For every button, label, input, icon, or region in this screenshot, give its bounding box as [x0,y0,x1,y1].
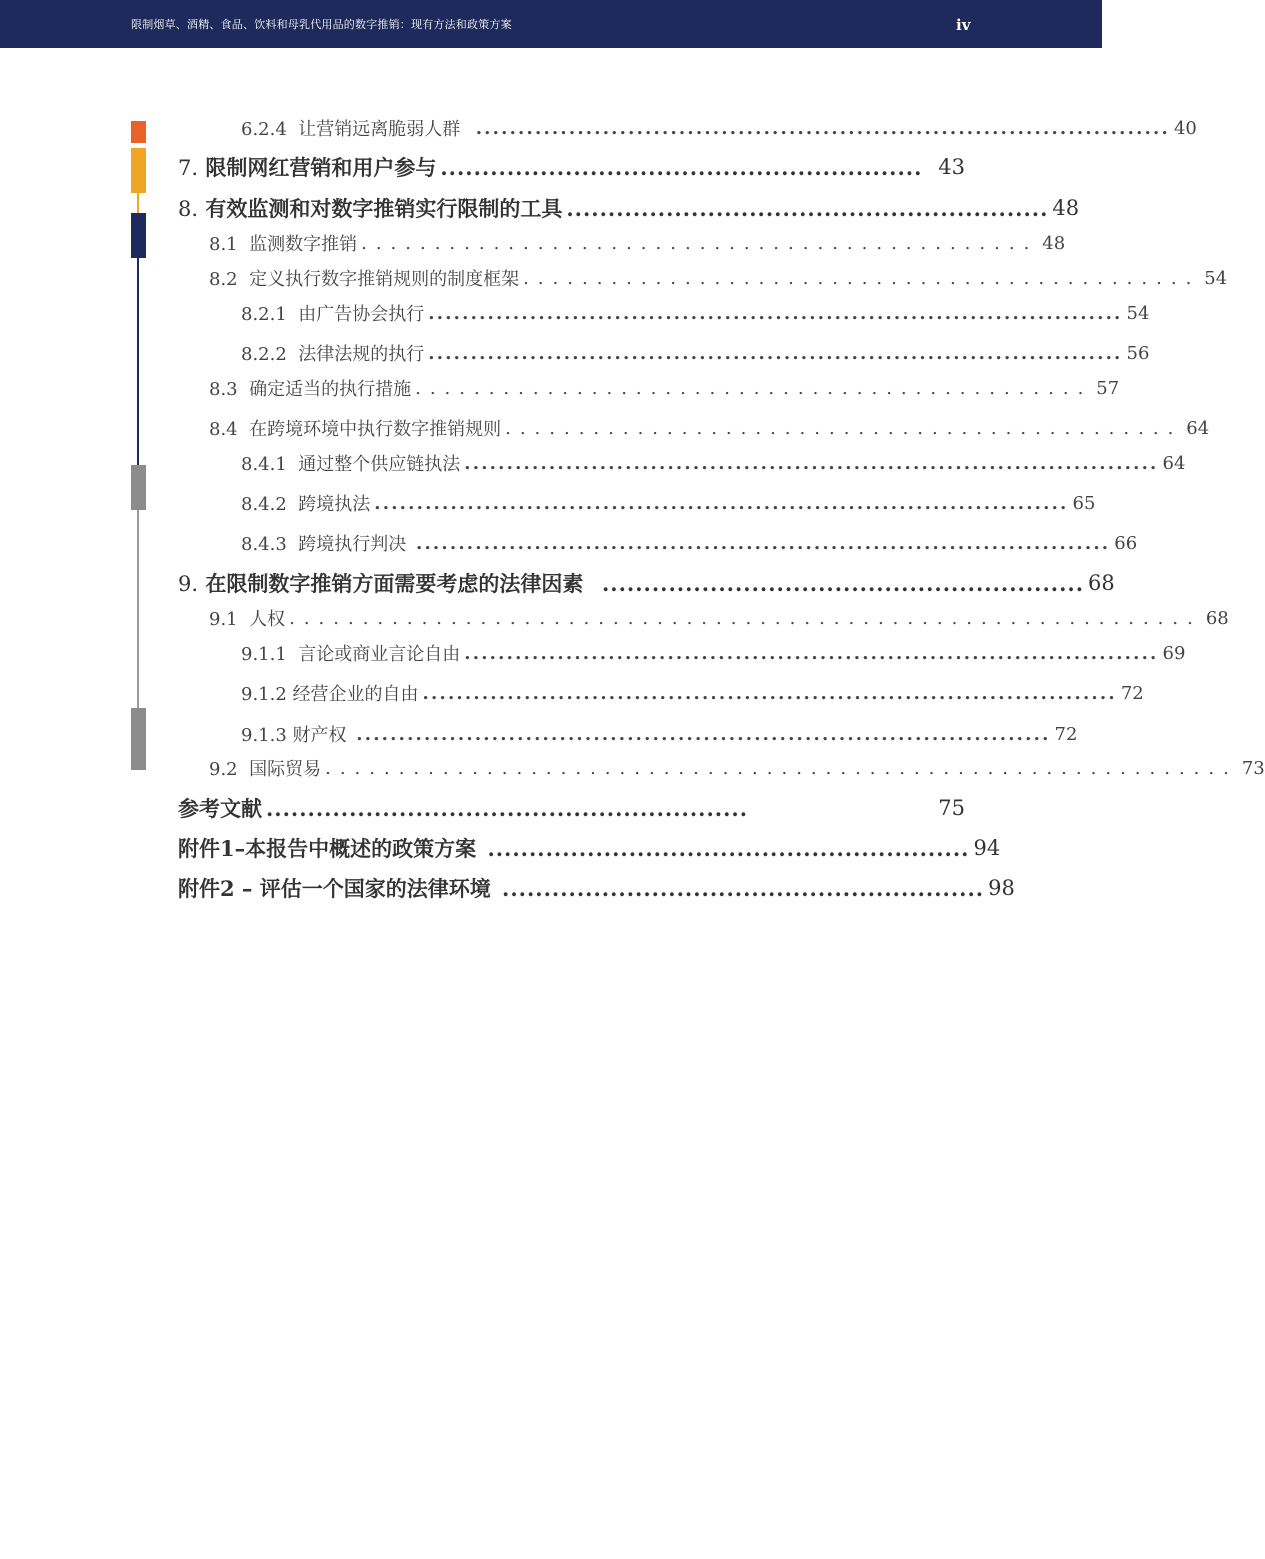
toc-page: 54 [1126,302,1150,324]
toc-page: 94 [973,836,1001,860]
toc-leader: .................................................................................. [475,117,1170,139]
toc-entry[interactable] [241,448,1186,478]
toc-leader: .................................................................................. [464,452,1159,474]
side-line-gray [137,510,139,708]
toc-number: 8.2.1 [241,304,287,325]
toc-title: 法律法规的执行 [298,344,425,365]
toc-entry[interactable] [241,338,1150,368]
side-bar-gray-1 [131,465,146,510]
toc-page: 40 [1173,117,1197,139]
toc-title: 在限制数字推销方面需要考虑的法律因素 [205,571,584,596]
toc-number: 8.1 [209,234,238,255]
toc-leader: .................................................................................. [356,723,1051,745]
toc-entry[interactable] [241,113,1197,143]
toc-title: 限制网红营销和用户参与 [205,155,437,180]
toc-leader: .............................................. [523,267,1201,289]
toc-number: 8.4.1 [241,454,287,475]
toc-page: 72 [1054,723,1078,745]
toc-entry[interactable] [178,193,1080,223]
toc-page: 68 [1205,607,1229,629]
toc-title: 定义执行数字推销规则的制度框架 [249,269,520,290]
toc-number: 9.1 [209,609,238,630]
toc-page: 48 [1042,232,1066,254]
toc-leader: .................................................................................. [416,532,1111,554]
toc-number: 9.1.3 [241,725,287,746]
toc-title: 言论或商业言论自由 [298,644,461,665]
toc-page: 75 [938,796,965,820]
toc-entry[interactable] [178,833,1001,863]
toc-entry[interactable] [241,488,1096,518]
toc-page: 98 [988,876,1015,900]
toc-title: 经营企业的自由 [292,684,419,705]
toc-page: 73 [1241,757,1265,779]
toc-page: 43 [938,155,965,179]
toc-number: 8.2 [209,269,238,290]
toc-title: 监测数字推销 [249,234,358,255]
toc-page: 64 [1162,452,1186,474]
toc-leader: .......................................................... [566,195,1049,221]
toc-title: 财产权 [292,725,347,746]
toc-entry[interactable] [209,228,1066,258]
toc-page: 65 [1072,492,1096,514]
toc-page: 64 [1186,417,1210,439]
toc-entry[interactable] [178,152,965,182]
toc-page: 66 [1114,532,1138,554]
toc-entry[interactable] [241,528,1138,558]
toc-leader: .......................................................... [440,154,923,180]
toc-page: 68 [1088,571,1115,595]
toc-page: 57 [1096,377,1120,399]
toc-entry[interactable] [241,678,1144,708]
toc-title: 通过整个供应链执法 [298,454,461,475]
side-bar-orange [131,121,146,143]
toc-entry[interactable] [209,753,1265,783]
toc-leader: .................................................................................. [422,682,1117,704]
toc-leader: .................................................................................. [428,342,1123,364]
toc-entry[interactable] [241,638,1186,668]
toc-entry[interactable] [178,793,965,823]
toc-title: 人权 [249,609,286,630]
toc-page: 56 [1126,342,1150,364]
toc-number: 8.3 [209,379,238,400]
toc-leader: .................................................................................. [428,302,1123,324]
toc-title: 有效监测和对数字推销实行限制的工具 [205,196,563,221]
page-number: iv [956,16,971,34]
toc-leader: .............................................. [415,377,1093,399]
toc-title: 参考文献 [178,796,262,821]
toc-entry[interactable] [241,298,1150,328]
toc-number: 8.4 [209,419,238,440]
toc-title: 跨境执法 [298,494,371,515]
toc-number: 8.2.2 [241,344,287,365]
toc-number: 9. [178,572,199,596]
toc-leader: .............................................................. [289,607,1202,629]
toc-leader: .............................................................. [325,757,1238,779]
toc-number: 9.1.1 [241,644,287,665]
toc-leader: .................................................................................. [374,492,1069,514]
toc-leader: .................................................................................. [464,642,1159,664]
toc-title: 确定适当的执行措施 [249,379,412,400]
toc-entry[interactable] [209,603,1229,633]
toc-entry[interactable] [209,373,1120,403]
toc-title: 附件2 – 评估一个国家的法律环境 [178,876,491,901]
toc-leader: .......................................................... [266,795,749,821]
toc-leader: .......................................................... [487,835,970,861]
toc-entry[interactable] [209,413,1210,443]
header-title: 限制烟草、酒精、食品、饮料和母乳代用品的数字推销：现有方法和政策方案 [131,18,512,31]
toc-title: 由广告协会执行 [298,304,425,325]
toc-number: 9.1.2 [241,684,287,705]
toc-page: 54 [1204,267,1228,289]
toc-leader: .......................................................... [601,570,1085,596]
side-line-navy [137,258,139,465]
page-header [0,0,1102,48]
toc-leader: .............................................. [505,417,1183,439]
toc-leader: .......................................................... [502,875,985,901]
toc-number: 8.4.2 [241,494,287,515]
toc-number: 9.2 [209,759,238,780]
toc-title: 让营销远离脆弱人群 [298,119,461,140]
toc-title: 附件1–本报告中概述的政策方案 [178,836,477,861]
toc-entry[interactable] [178,568,1115,598]
toc-page: 48 [1052,196,1080,220]
toc-number: 8.4.3 [241,534,287,555]
toc-number: 8. [178,197,199,221]
toc-number: 6.2.4 [241,119,287,140]
toc-page: 72 [1120,682,1144,704]
side-bar-gold [131,148,146,193]
side-bar-navy [131,213,146,258]
side-bar-gray-2 [131,708,146,770]
side-line-gold [137,193,139,213]
toc-entry[interactable] [178,873,1015,903]
toc-title: 国际贸易 [249,759,322,780]
toc-leader: .............................................. [361,232,1039,254]
toc-page: 69 [1162,642,1186,664]
toc-entry[interactable] [209,263,1228,293]
toc-title: 在跨境环境中执行数字推销规则 [249,419,502,440]
toc-title: 跨境执行判决 [298,534,407,555]
toc-number: 7. [178,156,199,180]
toc-entry[interactable] [241,719,1078,749]
